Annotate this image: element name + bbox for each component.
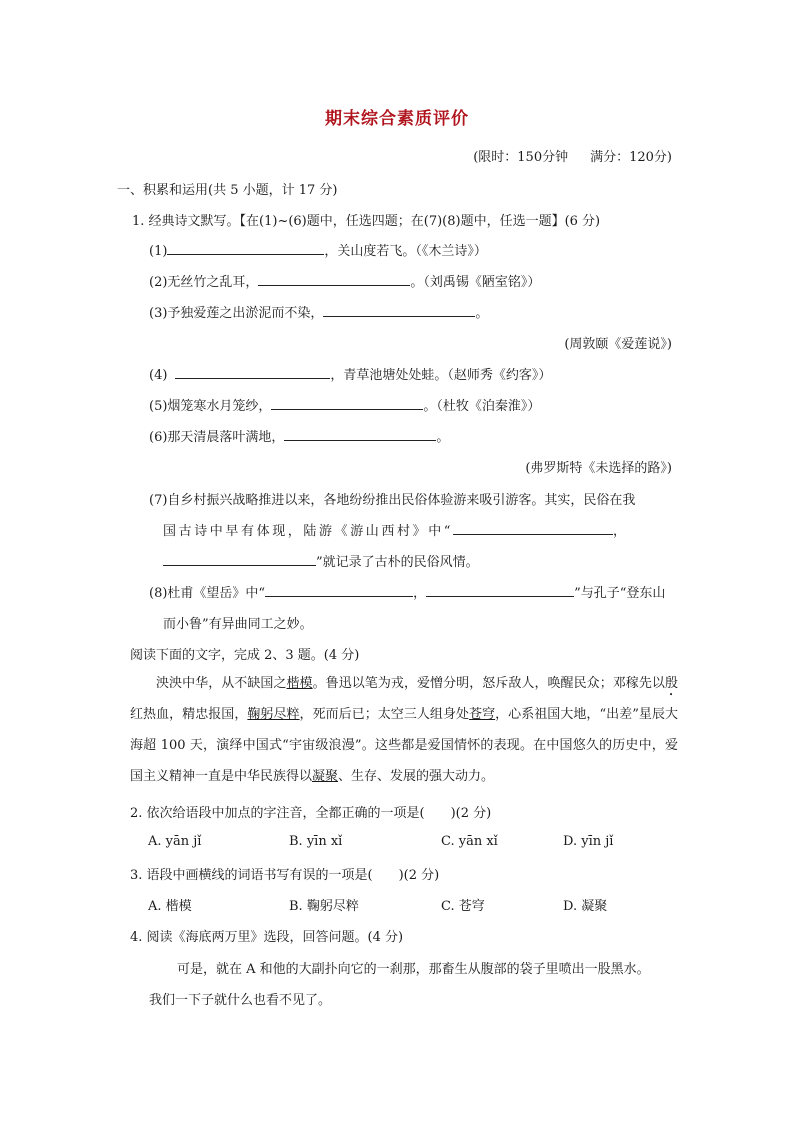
reading-passage: 泱泱中华，从不缺国之楷模。鲁迅以笔为戎，爱憎分明，怒斥敌人，唤醒民众；邓稼先以殷红热血，精忠报国，鞠躬尽粹，死而后已；太空三人组身处苍穹，心系祖国大地，“出差”星辰大海超 100 天，演绎中国式“宇宙级浪漫”。这些都是爱国情怀的表现。在中国悠久的历史中，爱国主义精神一直是中华民族得以凝聚、生存、发展的强大动力。 xyxy=(130,676,678,784)
q2-option-d[interactable]: D. yīn jǐ xyxy=(563,834,614,849)
q1-item-7-line3: ”就记录了古朴的民俗风情。 xyxy=(163,551,479,570)
dotted-char: 殷 xyxy=(664,676,678,691)
q1-stem: 1. 经典诗文默写。【在(1)~(6)题中，任选四题；在(7)(8)题中，任选一题】(6 分) xyxy=(132,214,601,229)
full-score: 满分：120分) xyxy=(590,150,672,165)
underlined-word: 鞠躬尽粹 xyxy=(247,707,300,722)
q1-item-8-line2: 而小鲁”有异曲同工之妙。 xyxy=(163,617,313,632)
q2-options xyxy=(0,834,794,854)
q4-excerpt-line2: 我们一下子就什么也看不见了。 xyxy=(149,993,332,1008)
q1-item-6: (6)那天清晨落叶满地， 。 xyxy=(149,426,449,445)
q3-options xyxy=(0,895,794,915)
section-heading: 一、积累和运用(共 5 小题，计 17 分) xyxy=(117,183,338,198)
page-title: 期末综合素质评价 xyxy=(325,109,469,129)
q1-item-2: (2)无丝竹之乱耳， 。（刘禹锡《陋室铭》） xyxy=(149,271,540,290)
q1-item-3-source: (周敦颐《爱莲说》) xyxy=(564,337,672,352)
q4-excerpt-line1: 可是，就在 A 和他的大副扑向它的一刹那，那畜生从腹部的袋子里喷出一股黑水。 xyxy=(177,962,650,977)
exam-meta xyxy=(473,146,672,165)
q3-option-c[interactable]: C. 苍穹 xyxy=(441,899,485,914)
q1-item-7-line1: (7)自乡村振兴战略推进以来，各地纷纷推出民俗体验游来吸引游客。其实，民俗在我 xyxy=(149,493,636,508)
q3-option-d[interactable]: D. 凝聚 xyxy=(563,899,608,914)
answer-blank[interactable] xyxy=(271,395,423,410)
underlined-word: 楷模 xyxy=(286,676,313,691)
answer-blank[interactable] xyxy=(163,551,316,566)
q2-option-b[interactable]: B. yīn xǐ xyxy=(289,834,343,849)
reading-intro: 阅读下面的文字，完成 2、3 题。(4 分) xyxy=(130,648,360,663)
q1-item-8-line1: (8)杜甫《望岳》中“ ， ”与孔子“登东山 xyxy=(149,582,665,601)
q3-option-b[interactable]: B. 鞠躬尽粹 xyxy=(289,899,359,914)
q1-item-7-line2: 国古诗中早有体现，陆游《游山西村》中“ ， xyxy=(163,520,629,539)
answer-blank[interactable] xyxy=(175,364,330,379)
answer-blank[interactable] xyxy=(453,520,613,535)
answer-blank[interactable] xyxy=(167,240,324,255)
q3-option-a[interactable]: A. 楷模 xyxy=(148,899,192,914)
underlined-word: 苍穹 xyxy=(469,707,496,722)
q2-option-a[interactable]: A. yān jǐ xyxy=(148,834,202,849)
q3-stem: 3. 语段中画横线的词语书写有误的一项是( )(2 分) xyxy=(130,868,440,883)
q4-stem: 4. 阅读《海底两万里》选段，回答问题。(4 分) xyxy=(130,930,404,945)
q1-item-6-source: (弗罗斯特《未选择的路》) xyxy=(525,461,672,476)
answer-blank[interactable] xyxy=(323,302,475,317)
q2-option-c[interactable]: C. yān xǐ xyxy=(441,834,498,849)
q1-item-5: (5)烟笼寒水月笼纱， 。（杜牧《泊秦淮》） xyxy=(149,395,540,414)
q2-stem: 2. 依次给语段中加点的字注音，全都正确的一项是( )(2 分) xyxy=(130,806,492,821)
answer-blank[interactable] xyxy=(258,271,410,286)
q1-item-3: (3)予独爱莲之出淤泥而不染， 。 xyxy=(149,302,488,321)
time-limit: (限时：150分钟 xyxy=(473,150,569,165)
answer-blank[interactable] xyxy=(265,582,413,597)
answer-blank[interactable] xyxy=(284,426,436,441)
q1-item-4: (4) ，青草池塘处处蛙。（赵师秀《约客》） xyxy=(149,364,551,383)
underlined-word: 凝聚 xyxy=(312,769,339,784)
q1-item-1: (1) ，关山度若飞。（《木兰诗》） xyxy=(149,240,487,259)
answer-blank[interactable] xyxy=(426,582,574,597)
